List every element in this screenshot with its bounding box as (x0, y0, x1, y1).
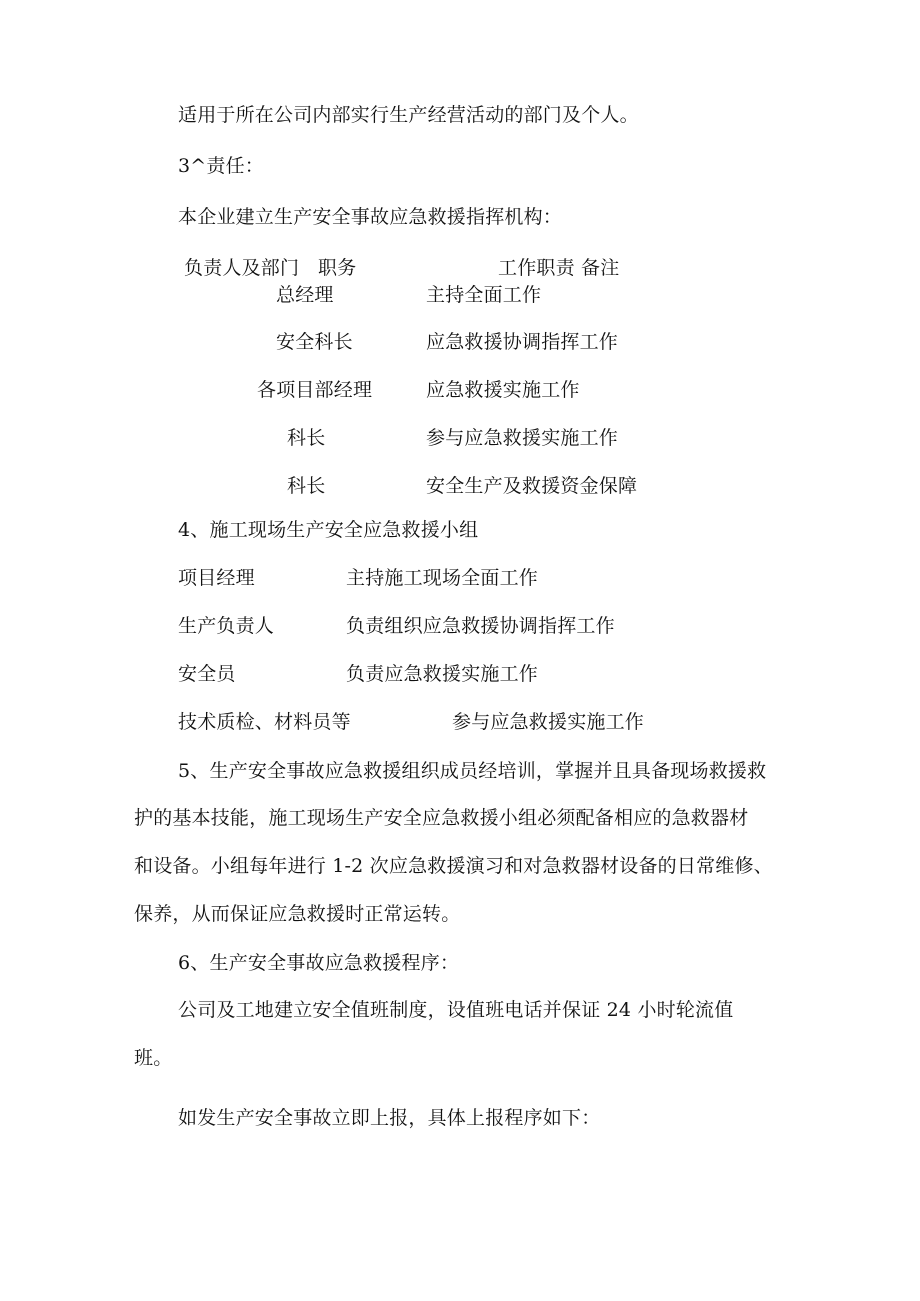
section-6-report: 如发生产安全事故立即上报，具体上报程序如下： (178, 1107, 601, 1129)
paragraph-line: 班。 (134, 1047, 173, 1069)
paragraph-line: 和设备。小组每年进行 1-2 次应急救援演习和对急救器材设备的日常维修、 (134, 855, 773, 877)
team-role: 技术质检、材料员等 (178, 711, 351, 733)
header-dept: 负责人及部门 (184, 257, 300, 279)
section-6-heading: 6、生产安全事故应急救援程序： (178, 952, 460, 974)
table-row-position: 总经理 (276, 284, 334, 306)
team-role: 安全员 (178, 663, 236, 685)
paragraph-line: 5、生产安全事故应急救援组织成员经培训，掌握并且具备现场救援救 (178, 760, 767, 782)
table-row-duty: 主持全面工作 (426, 284, 542, 306)
table-row-duty: 应急救援协调指挥工作 (426, 331, 619, 353)
intro-paragraph: 适用于所在公司内部实行生产经营活动的部门及个人。 (178, 104, 639, 126)
table-row-duty: 参与应急救援实施工作 (426, 427, 619, 449)
team-duty: 负责组织应急救援协调指挥工作 (346, 615, 615, 637)
table-row-position: 安全科长 (276, 331, 353, 353)
table-row-position: 各项目部经理 (257, 379, 373, 401)
section-3-intro: 本企业建立生产安全事故应急救援指挥机构： (178, 206, 563, 228)
team-duty: 负责应急救援实施工作 (346, 663, 539, 685)
table-row-duty: 安全生产及救援资金保障 (426, 475, 638, 497)
team-role: 生产负责人 (178, 615, 275, 637)
team-role: 项目经理 (178, 567, 255, 589)
paragraph-line: 保养，从而保证应急救援时正常运转。 (134, 903, 461, 925)
header-position: 职务 (318, 257, 357, 279)
table-row-position: 科长 (287, 475, 326, 497)
header-duty-remark: 工作职责 备注 (498, 257, 620, 279)
section-3-heading: 3^责任： (178, 155, 265, 177)
paragraph-line: 护的基本技能，施工现场生产安全应急救援小组必须配备相应的急救器材 (134, 807, 749, 829)
table-row-position: 科长 (287, 427, 326, 449)
section-4-heading: 4、施工现场生产安全应急救援小组 (178, 519, 479, 541)
paragraph-line: 公司及工地建立安全值班制度，设值班电话并保证 24 小时轮流值 (178, 999, 734, 1021)
team-duty: 参与应急救援实施工作 (452, 711, 645, 733)
team-duty: 主持施工现场全面工作 (346, 567, 539, 589)
table-row-duty: 应急救援实施工作 (426, 379, 580, 401)
